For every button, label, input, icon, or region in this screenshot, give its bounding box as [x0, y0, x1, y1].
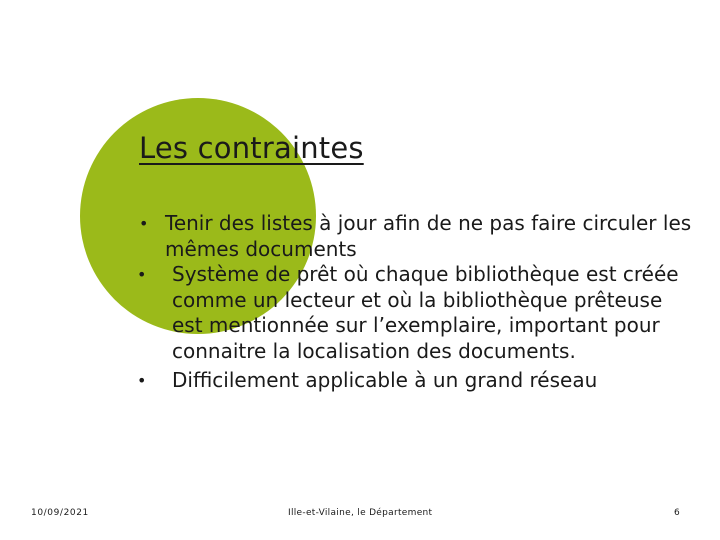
footer-page-number: 6: [674, 508, 681, 518]
bullet-text: Système de prêt où chaque bibliothèque est créée comme un lecteur et où la bibliothèque prêteuse est mentionnée sur l’exemplaire, important pour connaitre la localisation des documents.: [172, 262, 679, 363]
bullet-list: [137, 211, 697, 394]
bullet-text: Tenir des listes à jour afin de ne pas faire circuler les mêmes documents: [165, 211, 692, 261]
bullet-item: [137, 211, 697, 262]
bullet-marker: •: [137, 371, 147, 390]
footer-organization: Ille-et-Vilaine, le Département: [288, 508, 433, 518]
bullet-item: [137, 262, 697, 364]
bullet-marker: •: [139, 214, 149, 233]
footer-date: 10/09/2021: [31, 508, 89, 518]
slide-title: Les contraintes: [139, 131, 364, 165]
bullet-item: [137, 368, 697, 394]
bullet-marker: •: [137, 265, 147, 284]
bullet-text: Difficilement applicable à un grand réseau: [172, 368, 598, 392]
